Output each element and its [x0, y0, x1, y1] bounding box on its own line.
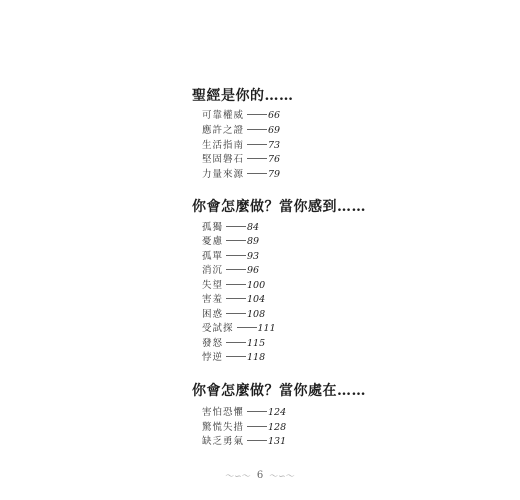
toc-entry[interactable] [202, 309, 265, 321]
leader-dash [247, 144, 267, 145]
leader-dash [226, 298, 246, 299]
toc-entry[interactable] [202, 407, 286, 419]
entry-label: 憂慮 [202, 236, 224, 247]
entry-label: 可靠權威 [202, 110, 245, 121]
right-ornament-icon: ～∽～ [269, 472, 295, 482]
toc-entry[interactable] [202, 154, 280, 166]
leader-dash [226, 342, 246, 343]
entry-page: 111 [257, 323, 276, 334]
leader-dash [237, 327, 257, 328]
toc-entry[interactable] [202, 280, 265, 292]
toc-entry[interactable] [202, 265, 259, 277]
entry-page: 96 [247, 265, 260, 276]
toc-entry[interactable] [202, 236, 259, 248]
entry-page: 89 [247, 236, 260, 247]
leader-dash [247, 158, 267, 159]
entry-label: 缺乏勇氣 [202, 436, 245, 447]
leader-dash [226, 284, 246, 285]
entry-page: 93 [247, 251, 260, 262]
toc-entry[interactable] [202, 169, 280, 181]
entry-page: 124 [268, 407, 287, 418]
toc-section-2 [192, 199, 366, 363]
leader-dash [226, 313, 246, 314]
toc-entry[interactable] [202, 140, 280, 152]
toc-entry[interactable] [202, 125, 280, 137]
entry-label: 悖逆 [202, 352, 224, 363]
entry-label: 困惑 [202, 309, 224, 320]
toc-entry[interactable] [202, 422, 286, 434]
entry-page: 84 [247, 222, 260, 233]
entry-page: 118 [247, 352, 266, 363]
leader-dash [226, 226, 246, 227]
entry-label: 力量來源 [202, 169, 245, 180]
entry-label: 應許之證 [202, 125, 245, 136]
entry-label: 生活指南 [202, 140, 245, 151]
toc-entry[interactable] [202, 251, 259, 263]
leader-dash [247, 440, 267, 441]
toc-entry[interactable] [202, 294, 265, 306]
leader-dash [247, 426, 267, 427]
entry-label: 驚慌失措 [202, 422, 245, 433]
toc-section-3 [192, 383, 366, 447]
entry-label: 消沉 [202, 265, 224, 276]
page-footer [0, 468, 520, 481]
leader-dash [226, 240, 246, 241]
entry-page: 131 [268, 436, 287, 447]
toc-entry[interactable] [202, 436, 286, 448]
toc-section-1 [192, 88, 294, 180]
entry-label: 失望 [202, 280, 224, 291]
entry-page: 100 [247, 280, 266, 291]
entry-label: 孤獨 [202, 222, 224, 233]
entry-page: 115 [247, 338, 266, 349]
toc-entry[interactable] [202, 323, 276, 335]
entry-label: 受試探 [202, 323, 234, 334]
leader-dash [226, 255, 246, 256]
leader-dash [247, 114, 267, 115]
leader-dash [247, 411, 267, 412]
leader-dash [247, 129, 267, 130]
entry-page: 76 [268, 154, 281, 165]
toc-entry[interactable] [202, 352, 265, 364]
entry-page: 69 [268, 125, 281, 136]
entry-label: 孤單 [202, 251, 224, 262]
leader-dash [226, 356, 246, 357]
section-title: 聖經是你的…… [192, 88, 294, 104]
toc-entry[interactable] [202, 110, 280, 122]
toc-entry[interactable] [202, 222, 259, 234]
entry-label: 害羞 [202, 294, 224, 305]
entry-page: 104 [247, 294, 266, 305]
toc-entry[interactable] [202, 338, 265, 350]
entry-label: 害怕恐懼 [202, 407, 245, 418]
entry-page: 73 [268, 140, 281, 151]
section-title: 你會怎麼做？當你處在…… [192, 383, 366, 399]
leader-dash [226, 269, 246, 270]
section-title: 你會怎麼做？當你感到…… [192, 199, 366, 215]
entry-label: 發怒 [202, 338, 224, 349]
entry-page: 108 [247, 309, 266, 320]
entry-page: 79 [268, 169, 281, 180]
left-ornament-icon: ～∽～ [225, 472, 251, 482]
leader-dash [247, 173, 267, 174]
page-number: 6 [256, 470, 264, 481]
entry-page: 66 [268, 110, 281, 121]
entry-page: 128 [268, 422, 287, 433]
entry-label: 堅固磐石 [202, 154, 245, 165]
